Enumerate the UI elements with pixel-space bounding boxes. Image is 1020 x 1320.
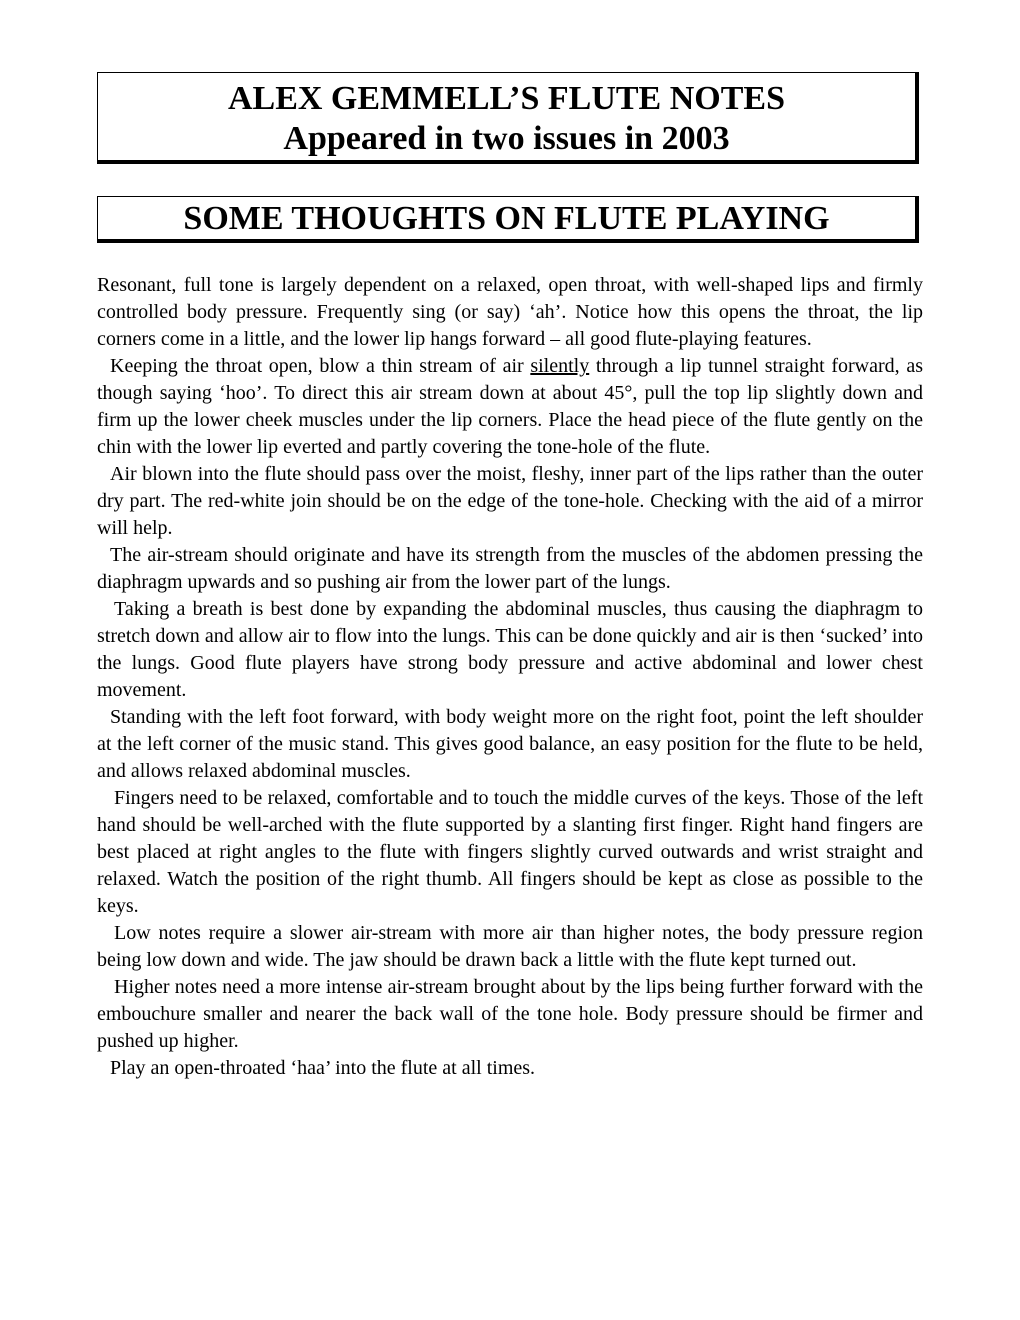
title-box — [97, 72, 919, 164]
paragraph-breathing: Taking a breath is best done by expanding the abdominal muscles, thus causing the diaphragm to stretch down and allow air to flow into the lungs. This can be done quickly and air is then ‘sucked’ into the lungs. Good flute players have strong body pressure and active abdominal and lower chest movement. — [97, 598, 923, 701]
paragraph-fingers: Fingers need to be relaxed, comfortable and to touch the middle curves of the keys. Those of the left hand should be well-arched with the flute supported by a slanting first finger. Right hand fingers are best placed at right angles to the flute with fingers slightly curved outwards and wrist straight and relaxed. Watch the position of the right thumb. All fingers should be kept as close as possible to the keys. — [97, 787, 923, 917]
article-body — [97, 272, 923, 1082]
paragraph-low-notes: Low notes require a slower air-stream with more air than higher notes, the body pressure region being low down and wide. The jaw should be drawn back a little with the flute kept turned out. — [97, 922, 923, 971]
paragraph-air-stream-start: Keeping the throat open, blow a thin stream of air — [110, 355, 531, 377]
paragraph-air-stream — [97, 353, 923, 461]
section-heading: SOME THOUGHTS ON FLUTE PLAYING — [183, 200, 830, 237]
paragraph-closing: Play an open-throated ‘haa’ into the flute at all times. — [110, 1057, 536, 1079]
paragraph-lips: Air blown into the flute should pass over the moist, fleshy, inner part of the lips rather than the outer dry part. The red-white join should be on the edge of the tone-hole. Checking with the aid of a mirror will help. — [97, 463, 923, 539]
emphasis-silently: silently — [530, 355, 590, 377]
section-heading-box — [97, 196, 919, 243]
document-subtitle: Appeared in two issues in 2003 — [283, 120, 730, 157]
paragraph-tone: Resonant, full tone is largely dependent on a relaxed, open throat, with well-shaped lips and firmly controlled body pressure. Frequently sing (or say) ‘ah’. Notice how this opens the throat, the lip corners come in a little, and the lower lip hangs forward – all good flute-playing features. — [97, 274, 923, 350]
document-title: ALEX GEMMELL’S FLUTE NOTES — [227, 80, 786, 117]
paragraph-air-stream-end: through a lip tunnel straight forward, as though saying ‘hoo’. To direct this air stream down at about 45°, pull the top lip slightly down and firm up the lower cheek muscles under the lip corners. Place the head piece of the flute gently on the chin with the lower lip everted and partly covering the tone-hole of the flute. — [97, 355, 923, 458]
paragraph-high-notes: Higher notes need a more intense air-stream brought about by the lips being further forward with the embouchure smaller and nearer the back wall of the tone hole. Body pressure should be firmer and pushed up higher. — [97, 976, 923, 1052]
paragraph-abdomen: The air-stream should originate and have its strength from the muscles of the abdomen pressing the diaphragm upwards and so pushing air from the lower part of the lungs. — [97, 544, 923, 593]
paragraph-stance: Standing with the left foot forward, with body weight more on the right foot, point the left shoulder at the left corner of the music stand. This gives good balance, an easy position for the flute to be held, and allows relaxed abdominal muscles. — [97, 706, 923, 782]
